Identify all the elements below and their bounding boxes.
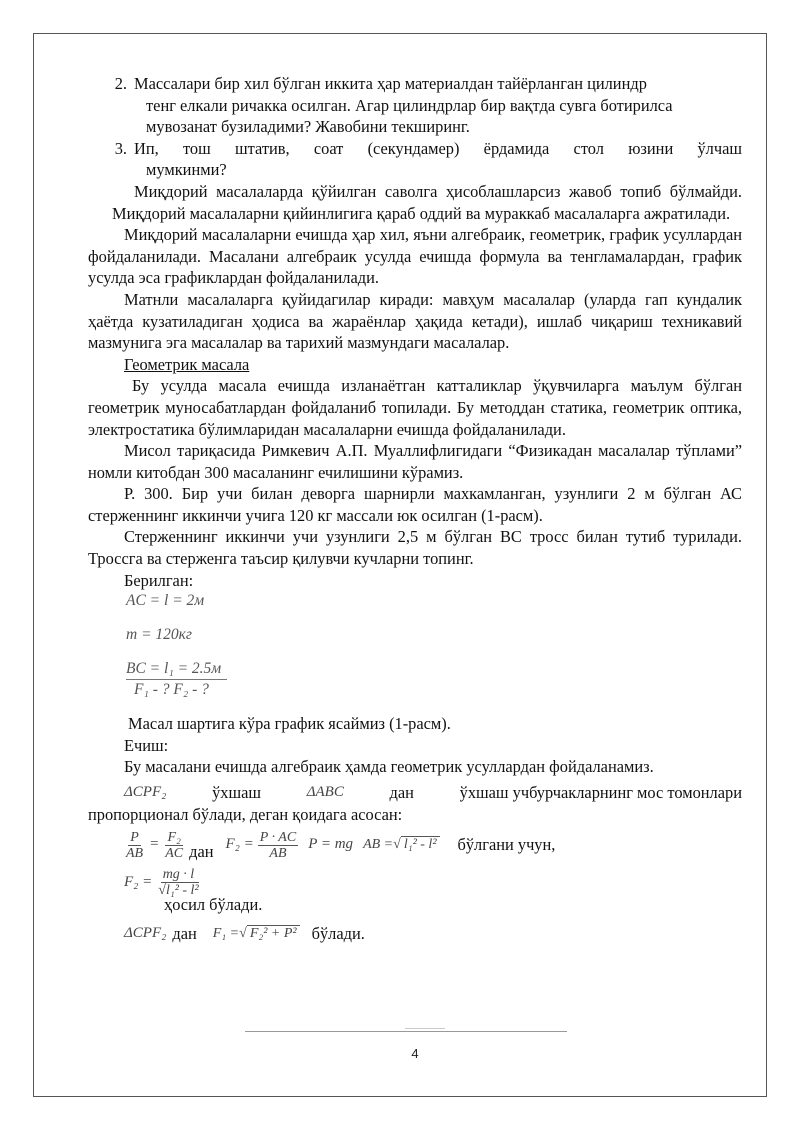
solution-label: Ечиш: [124, 735, 169, 755]
fraction: $\frac{mg \cdot l}{\text{√l₁² - l²}}$ [158, 866, 199, 898]
word: дан [189, 842, 214, 862]
paragraph: Масал шартига кўра график ясаймиз (1-расм). [128, 714, 451, 734]
list-item [88, 73, 742, 138]
word: дан [389, 783, 414, 803]
paragraph: Бу масалани ечишда алгебраик ҳамда геометрик усуллардан фойдаланамиз. [124, 757, 654, 777]
word: дан [172, 924, 197, 944]
given-mass: m = 120кг [126, 626, 192, 644]
list-item [88, 138, 742, 181]
paragraph: Стерженнинг иккинчи учи узунлиги 2,5 м бўлган ВС тросс билан тутиб турилади. Троссга ва стерженга таъсир қилувчи кучларни топинг. [88, 527, 742, 569]
triangle-cpf2: ΔCPF₂ [124, 925, 167, 942]
word: бўлгани учун, [457, 835, 556, 855]
word: ўхшаш [212, 783, 261, 803]
list-text: Ип, тош штатив, соат (секундамер) ёрдамида стол юзини ўлчаш [134, 138, 742, 158]
paragraph: ҳосил бўлади. [164, 894, 263, 914]
footer-divider [405, 1028, 445, 1029]
footer-divider [245, 1031, 567, 1032]
equation: AB =√ l₁² - l² [363, 834, 439, 856]
list-text: Массалари бир хил бўлган иккита ҳар материалдан тайёрланган цилиндр [134, 74, 647, 93]
equation-line: $\frac{P}{AB}$ = $\frac{\text{F₂}}{AC}$ дан F₂ = $\frac{P \cdot AC}{AB}$ P = mg AB =√ l₁² - l² бўлгани учун, [126, 829, 556, 862]
given-label: Берилган: [124, 570, 194, 590]
word: ўхшаш учбурчакларнинг мос томонлари [459, 783, 742, 803]
equation: P = mg [308, 836, 354, 853]
fraction: $\frac{P \cdot AC}{AB}$ [259, 829, 297, 861]
paragraph: Миқдорий масалаларни ечишда ҳар хил, яъни алгебраик, геометрик, график усуллардан фойдаланилади. Масалани алгебраик усулда ечишда формула ва тенгламалардан, график усулда эса графиклардан фойдаланилади. [88, 225, 742, 288]
equation-line: F₂ = $\frac{mg \cdot l}{\text{√l₁² - l²}}$ [124, 866, 199, 898]
similarity-line [88, 782, 742, 804]
triangle-cpf2: ΔCPF₂ [124, 784, 167, 801]
given-find: F₁ - ? F₂ - ? [134, 681, 209, 699]
document-body [88, 73, 742, 945]
equation-line [88, 923, 742, 945]
section-heading: Геометрик масала [124, 354, 250, 374]
triangle-abc: ΔABC [306, 784, 344, 801]
given-bc: BC = l₁ = 2.5м [126, 659, 227, 680]
list-text: мумкинми? [146, 160, 227, 180]
page-number: 4 [411, 1046, 419, 1061]
fraction: $\frac{P}{AB}$ [126, 829, 144, 861]
word: бўлади. [311, 924, 365, 944]
paragraph: пропорционал бўлади, деган қоидага асосан: [88, 804, 403, 824]
paragraph: Миқдорий масалаларда қўйилган саволга ҳисоблашларсиз жавоб топиб бўлмайди. Миқдорий масалаларни қийинлигига қараб оддий ва мураккаб масалаларга ажратилади. [112, 181, 742, 223]
paragraph: Мисол тариқасида Римкевич А.П. Муаллифлигидаги “Физикадан масалалар тўплами” номли китобдан 300 масаланинг ечилишини кўрамиз. [88, 441, 742, 482]
given-block [126, 591, 742, 703]
given-ac: AC = l = 2м [126, 592, 205, 610]
paragraph: Матнли масалаларга қуйидагилар киради: мавҳум масалалар (уларда гап кундалик ҳаётда кузатиладиган ҳодиса ва жараёнлар ҳақида кетади), ишлаб чиқариш техникавий мазмунига эга масалалар ва тарихий мазмундаги масалалар. [88, 289, 742, 353]
paragraph: Р. 300. Бир учи билан деворга шарнирли махкамланган, узунлиги 2 м бўлган АС стерженнинг иккинчи учига 120 кг массали юк осилган (1-расм). [88, 484, 742, 525]
paragraph: Бу усулда масала ечишда изланаётган катталиклар ўқувчиларга маълум бўлган геометрик муносабатлардан фойдаланиб топилади. Бу методдан статика, геометрик оптика, электростатика бўлимларидан масалаларни ечишда фойдаланилади. [88, 376, 742, 439]
list-text: тенг елкали ричакка осилган. Агар цилиндрлар бир вақтда сувга ботирилса [146, 95, 673, 115]
equation: F₂ = [225, 836, 254, 853]
list-text: мувозанат бузиладими? Жавобини текширинг. [146, 117, 470, 137]
list-number: 2. [114, 74, 127, 93]
list-number: 3. [114, 138, 127, 158]
fraction: $\frac{\text{F₂}}{AC}$ [165, 829, 184, 861]
equation: F₁ =√ F₂² + P² [213, 923, 300, 945]
